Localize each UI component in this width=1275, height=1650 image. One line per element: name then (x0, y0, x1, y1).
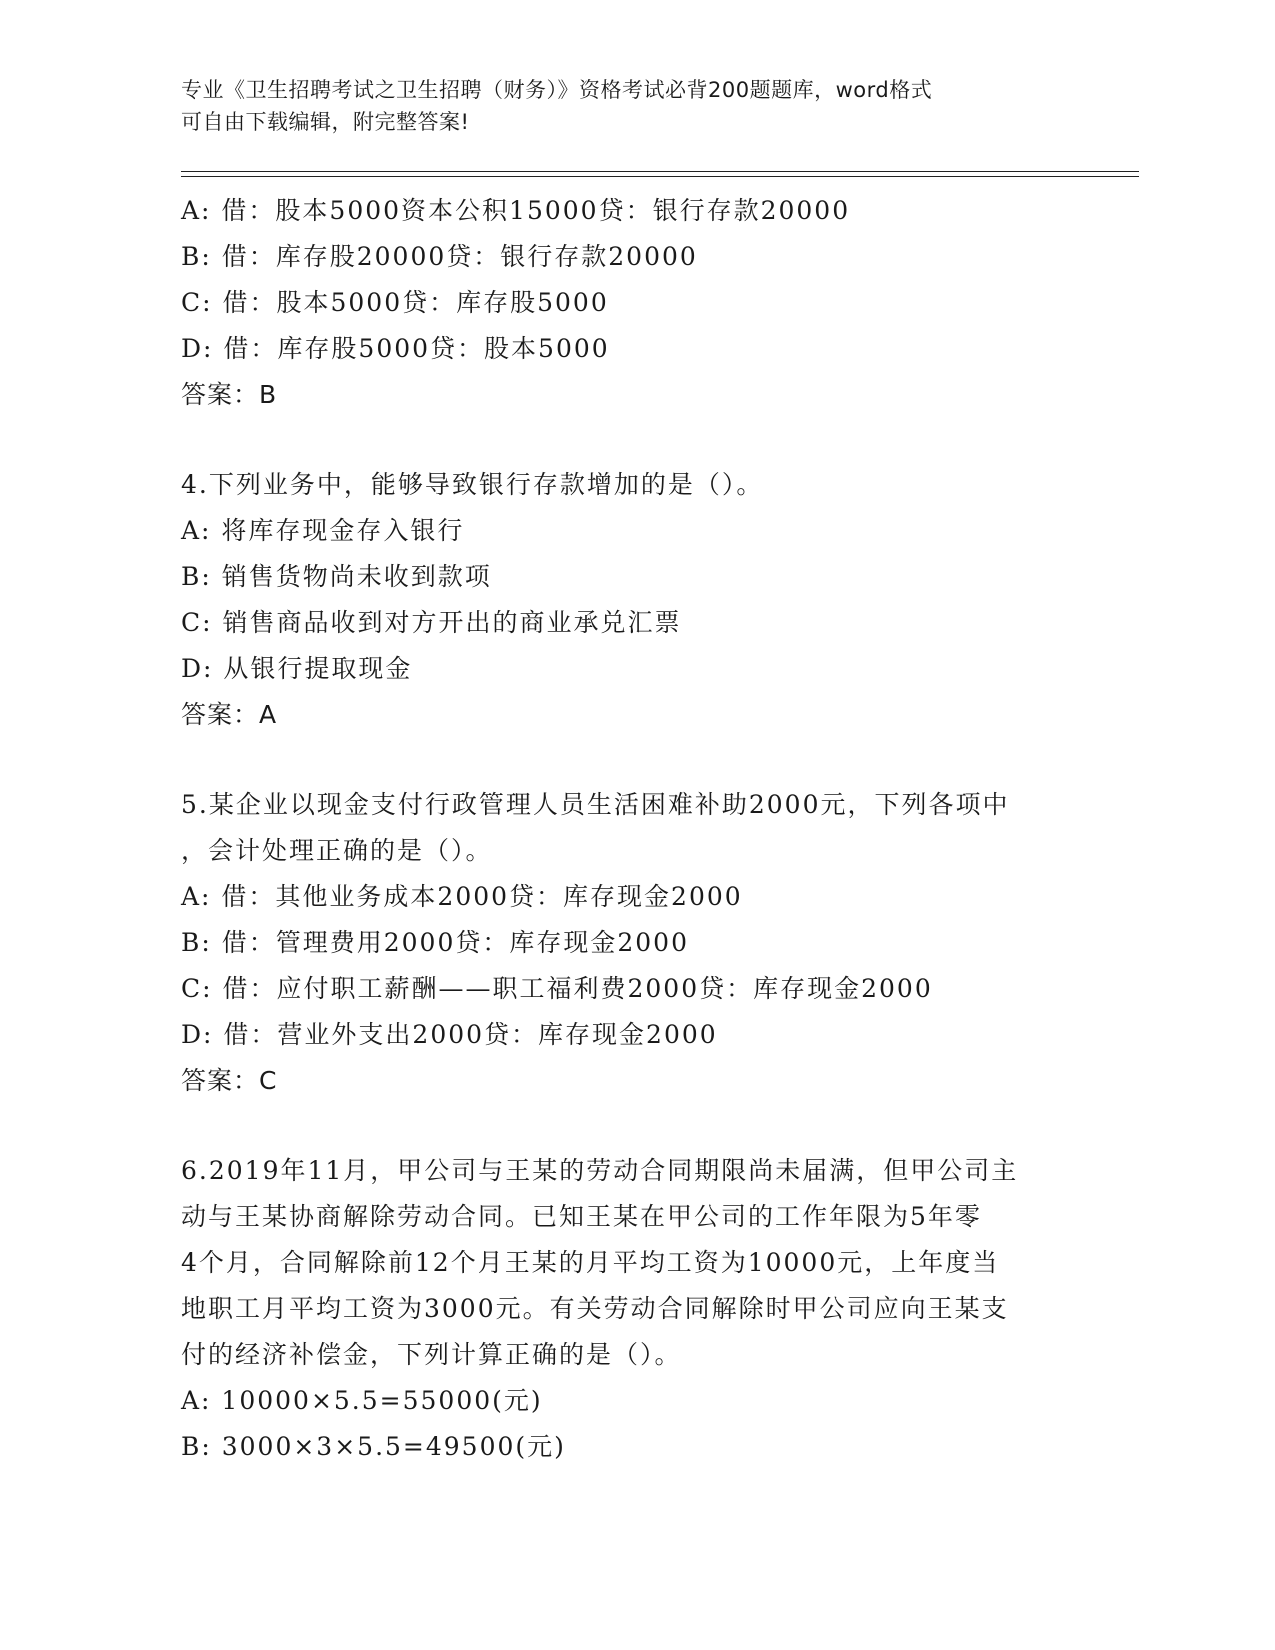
option-a: A: 借：股本5000资本公积15000贷：银行存款20000 (181, 196, 851, 225)
header-line-2: 可自由下载编辑，附完整答案! (181, 110, 470, 134)
question-body (181, 188, 1101, 1470)
option-b: B: 3000×3×5.5=49500(元) (181, 1432, 566, 1461)
option-c: C: 销售商品收到对方开出的商业承兑汇票 (181, 608, 682, 637)
question-stem-line: 6.2019年11月，甲公司与王某的劳动合同期限尚未届满，但甲公司主 (181, 1156, 1019, 1185)
option-b: B: 销售货物尚未收到款项 (181, 562, 492, 591)
option-a: A: 借：其他业务成本2000贷：库存现金2000 (181, 882, 743, 911)
option-a: A: 将库存现金存入银行 (181, 516, 465, 545)
option-d: D: 借：营业外支出2000贷：库存现金2000 (181, 1020, 718, 1049)
spacer (181, 738, 1101, 782)
header-line-1: 专业《卫生招聘考试之卫生招聘（财务）》资格考试必背200题题库，word格式 (181, 78, 933, 102)
question-stem-line: 4个月，合同解除前12个月王某的月平均工资为10000元，上年度当 (181, 1248, 1000, 1277)
question-stem-line: 4.下列业务中，能够导致银行存款增加的是（）。 (181, 470, 764, 499)
option-b: B: 借：管理费用2000贷：库存现金2000 (181, 928, 689, 957)
option-d: D: 从银行提取现金 (181, 654, 413, 683)
option-c: C: 借：股本5000贷：库存股5000 (181, 288, 609, 317)
answer: 答案：B (181, 380, 278, 409)
question-stem-line: ，会计处理正确的是（）。 (181, 836, 493, 865)
spacer (181, 418, 1101, 462)
option-b: B: 借：库存股20000贷：银行存款20000 (181, 242, 698, 271)
question-5 (181, 782, 1101, 1104)
question-stem-line: 付的经济补偿金，下列计算正确的是（）。 (181, 1340, 682, 1369)
document-header (181, 74, 1061, 138)
question-stem-line: 地职工月平均工资为3000元。有关劳动合同解除时甲公司应向王某支 (181, 1294, 1009, 1323)
option-d: D: 借：库存股5000贷：股本5000 (181, 334, 610, 363)
question-4 (181, 462, 1101, 738)
answer: 答案：A (181, 700, 278, 729)
spacer (181, 1104, 1101, 1148)
option-a: A: 10000×5.5=55000(元) (181, 1386, 543, 1415)
question-stem-line: 动与王某协商解除劳动合同。已知王某在甲公司的工作年限为5年零 (181, 1202, 982, 1231)
answer: 答案：C (181, 1066, 278, 1095)
option-c: C: 借：应付职工薪酬——职工福利费2000贷：库存现金2000 (181, 974, 933, 1003)
header-rule-bottom (181, 176, 1139, 177)
question-3 (181, 188, 1101, 418)
question-stem-line: 5.某企业以现金支付行政管理人员生活困难补助2000元，下列各项中 (181, 790, 1010, 819)
question-6 (181, 1148, 1101, 1470)
header-rule-top (181, 171, 1139, 172)
